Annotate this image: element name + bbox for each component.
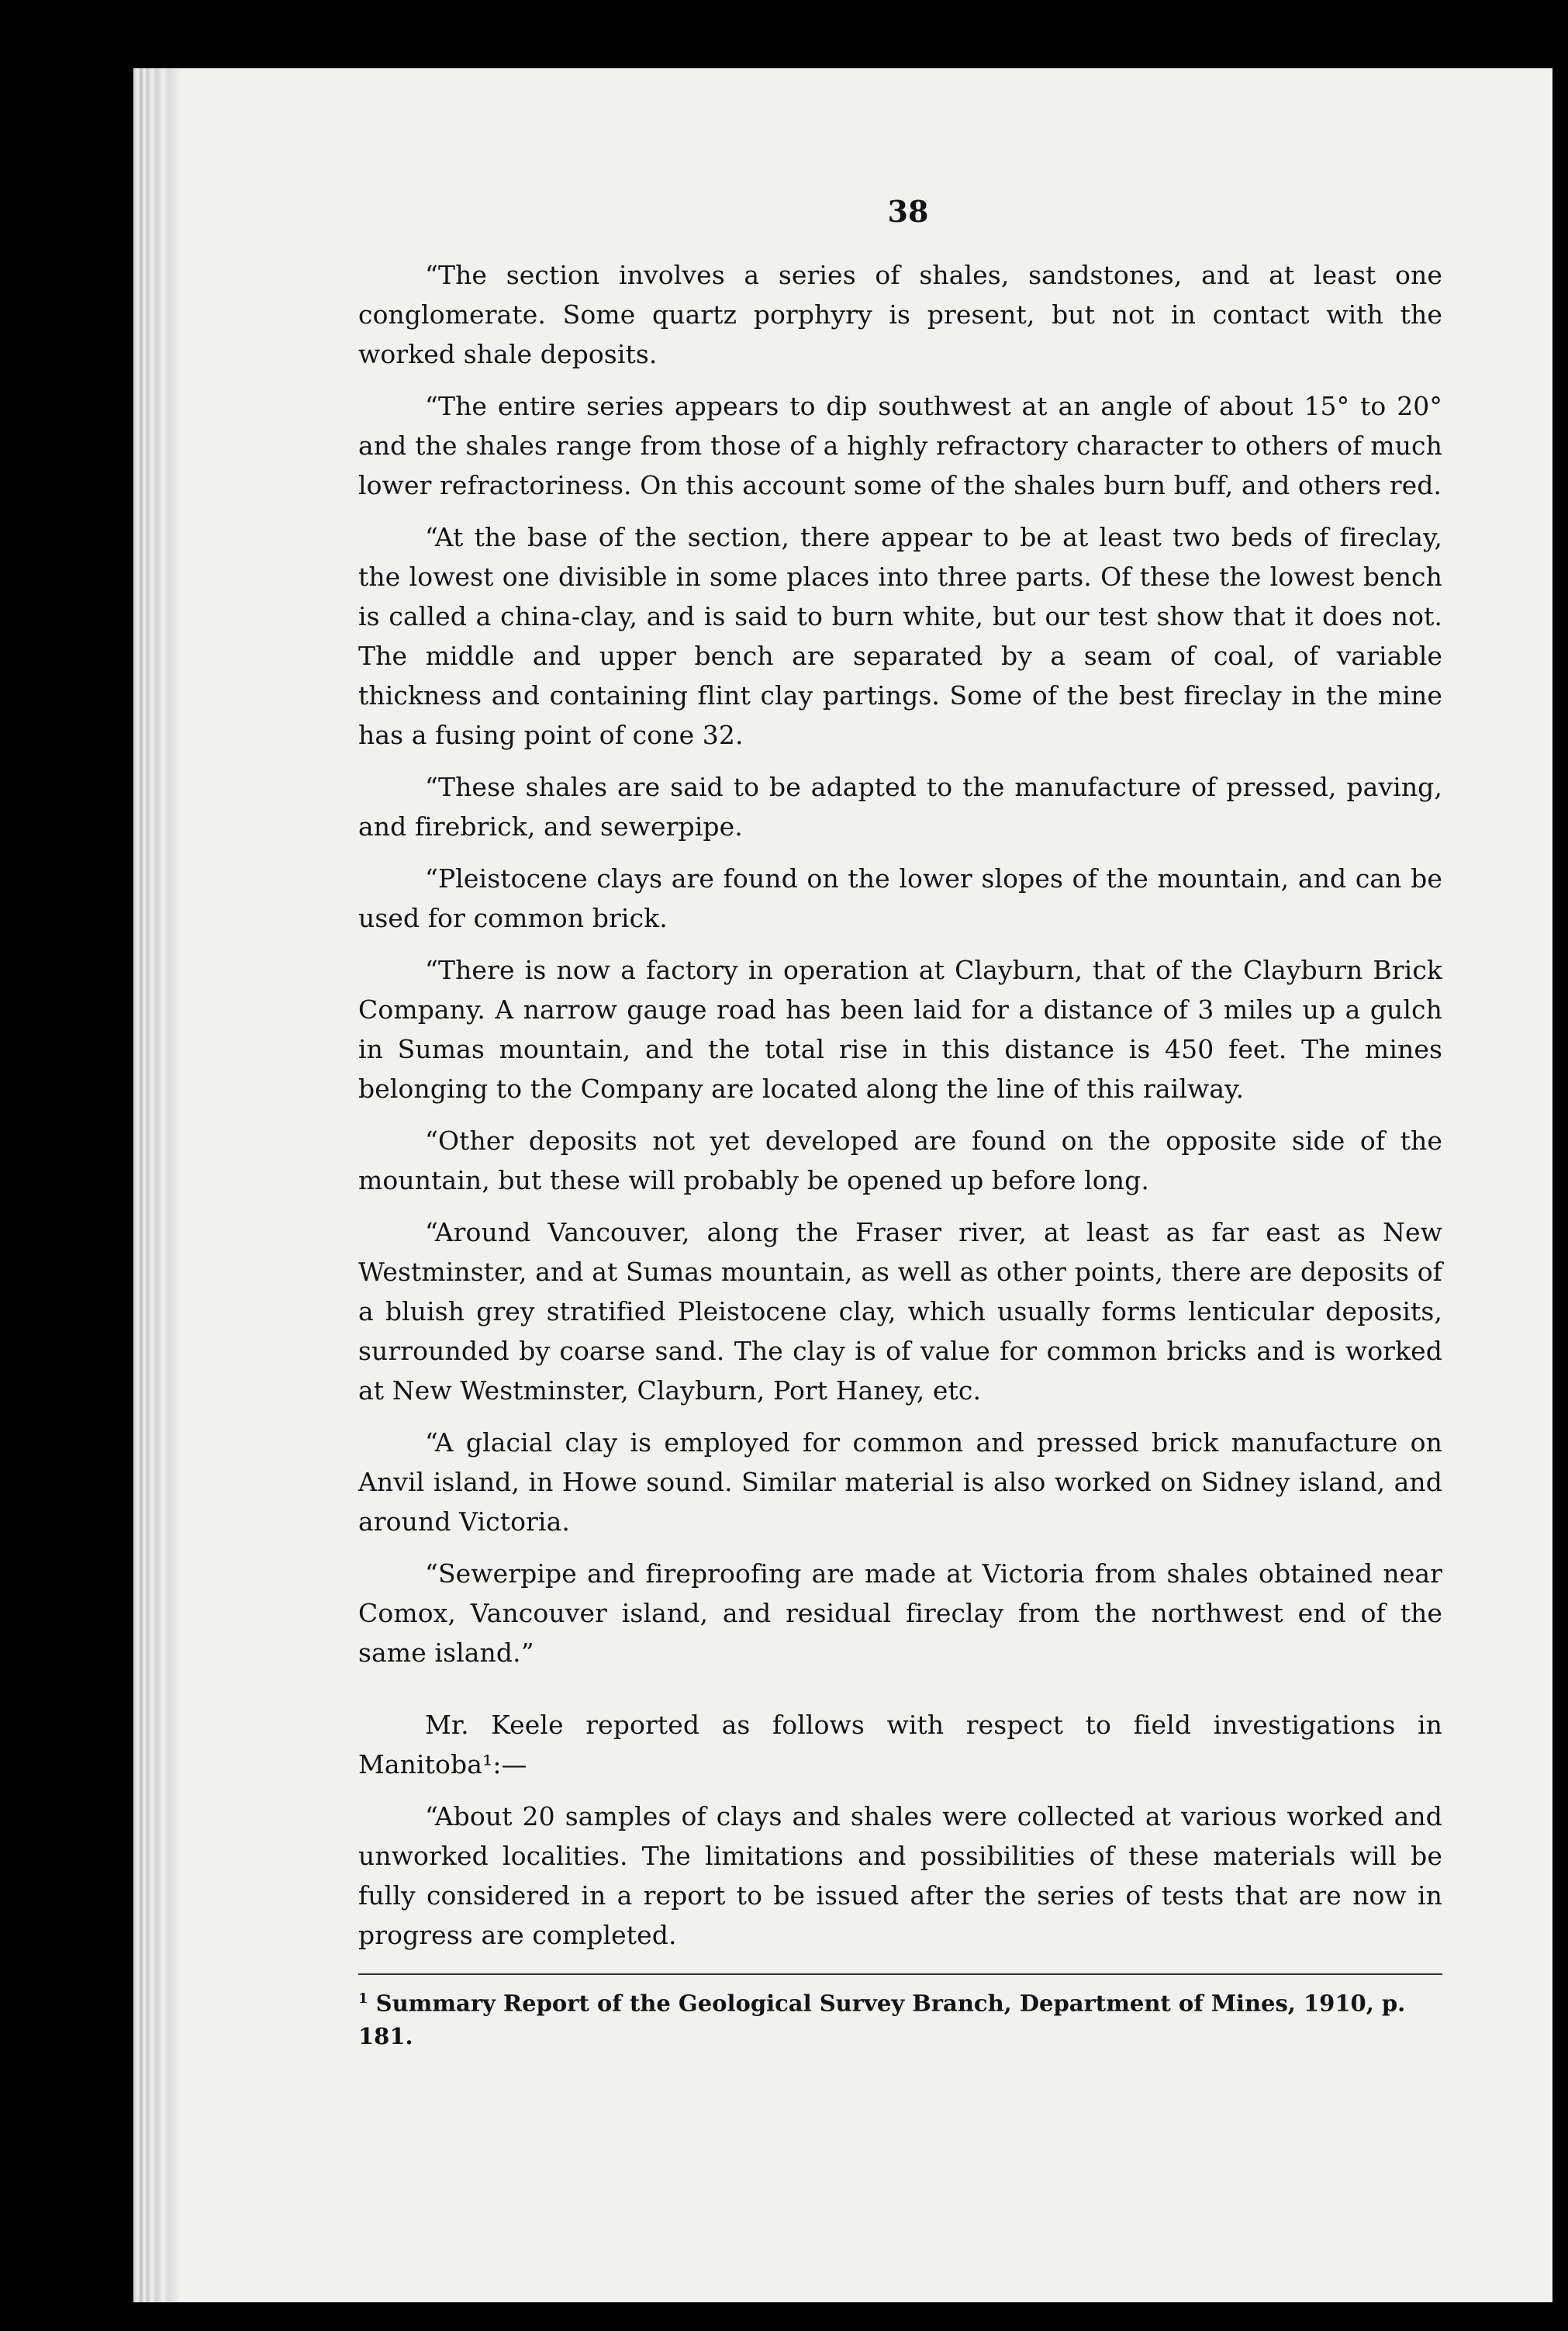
- footnote-divider: [358, 1973, 1442, 1975]
- paragraph: “There is now a factory in operation at Clayburn, that of the Clayburn Brick Company. A narrow gauge road has been laid for a distance of 3 miles up a gulch in Sumas mountain, and the total rise in this distance is 450 feet. The mines belonging to the Company are located along the line of this railway.: [358, 955, 1442, 1104]
- footnote-marker: 1: [358, 1990, 368, 2007]
- footnote-text: Summary Report of the Geological Survey Branch, Department of Mines, 1910, p. 181.: [358, 1990, 1406, 2049]
- paragraph: “The section involves a series of shales, sandstones, and at least one conglomerate. Some quartz porphyry is present, but not in contact with the worked shale deposits.: [358, 260, 1442, 369]
- footnote: [358, 1983, 1442, 2053]
- paragraph: “At the base of the section, there appear to be at least two beds of fireclay, the lowest one divisible in some places into three parts. Of these the lowest bench is called a china-clay, and is said to burn white, but our test show that it does not. The middle and upper bench are separated by a seam of coal, of variable thickness and containing flint clay partings. Some of the best fireclay in the mine has a fusing point of cone 32.: [358, 522, 1442, 750]
- paragraph: “Sewerpipe and fireproofing are made at Victoria from shales obtained near Comox, Vancouver island, and residual fireclay from the northwest end of the same island.”: [358, 1558, 1442, 1668]
- paragraph: “The entire series appears to dip southwest at an angle of about 15° to 20° and the shales range from those of a highly refractory character to others of much lower refractoriness. On this account some of the shales burn buff, and others red.: [358, 391, 1442, 500]
- paragraph: “Around Vancouver, along the Fraser river, at least as far east as New Westminster, and at Sumas mountain, as well as other points, there are deposits of a bluish grey stratified Pleistocene clay, which usually forms lenticular deposits, surrounded by coarse sand. The clay is of value for common bricks and is worked at New Westminster, Clayburn, Port Haney, etc.: [358, 1217, 1442, 1406]
- page-content: [358, 194, 1442, 2053]
- page-number: 38: [887, 194, 929, 229]
- keele-intro-paragraph: Mr. Keele reported as follows with respect to field investigations in Manitoba¹:—: [358, 1710, 1442, 1779]
- paragraph: “A glacial clay is employed for common and pressed brick manufacture on Anvil island, in Howe sound. Similar material is also worked on Sidney island, and around Victoria.: [358, 1427, 1442, 1537]
- paragraph: “Pleistocene clays are found on the lower slopes of the mountain, and can be used for common brick.: [358, 863, 1442, 933]
- paragraph: “Other deposits not yet developed are found on the opposite side of the mountain, but these will probably be opened up before long.: [358, 1126, 1442, 1195]
- paragraph: “These shales are said to be adapted to the manufacture of pressed, paving, and firebrick, and sewerpipe.: [358, 772, 1442, 842]
- page-edge-stack: [133, 68, 203, 2302]
- keele-quote-paragraph: “About 20 samples of clays and shales were collected at various worked and unworked localities. The limitations and possibilities of these materials will be fully considered in a report to be issued after the series of tests that are now in progress are completed.: [358, 1801, 1442, 1950]
- scan-border: [1552, 68, 1568, 2302]
